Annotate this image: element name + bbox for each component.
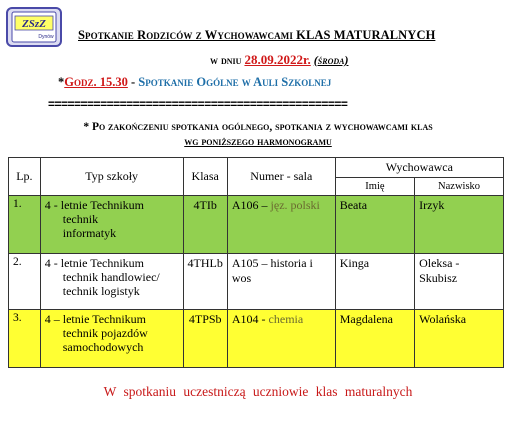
- row-nazwisko-line1: Oleksa -: [419, 256, 460, 270]
- date-prefix: w dniu: [210, 53, 245, 67]
- time-event: Spotkanie Ogólne w Auli Szkolnej: [138, 75, 332, 89]
- row-lp: 3.: [9, 310, 41, 368]
- row-typ-line3: technik logistyk: [62, 284, 140, 298]
- header-nazwisko: Nazwisko: [415, 178, 504, 196]
- row-sala-number: A106 –: [231, 198, 271, 212]
- row-typ-line2: technik handlowiec/: [62, 270, 160, 284]
- row-imie: Kinga: [335, 254, 414, 310]
- header-numer-sala: Numer - sala: [227, 158, 335, 196]
- row-sala-number: A105 – historia i: [231, 256, 313, 270]
- row-typ: [40, 310, 183, 368]
- row-sala-subject: wos: [231, 271, 252, 285]
- row-typ-line2: technik: [62, 212, 99, 226]
- row-typ: [40, 196, 183, 254]
- schedule-table: [8, 157, 504, 368]
- date-value: 28.09.2022r.: [244, 52, 311, 67]
- row-sala-subject: chemia: [268, 312, 304, 326]
- row-klasa: 4TIb: [183, 196, 227, 254]
- time-star: *: [58, 75, 65, 89]
- school-logo: [4, 4, 64, 50]
- row-typ: [40, 254, 183, 310]
- time-line: [58, 75, 331, 90]
- header-klasa: Klasa: [183, 158, 227, 196]
- row-typ-line1: 4 - letnie Technikum: [44, 198, 145, 212]
- row-sala: [227, 196, 335, 254]
- logo-subtext: Dynów: [38, 34, 54, 40]
- header-wychowawca: Wychowawca: [335, 158, 503, 178]
- time-value: Godz. 15.30: [64, 75, 128, 89]
- row-nazwisko-line2: Skubisz: [419, 271, 458, 285]
- header-lp: Lp.: [9, 158, 41, 196]
- row-sala-subject: jęz. polski: [270, 198, 320, 212]
- row-imie: Magdalena: [335, 310, 414, 368]
- separator-line: ==============================================: [48, 98, 348, 110]
- row-typ-line1: 4 - letnie Technikum: [44, 256, 145, 270]
- header-typ: Typ szkoły: [40, 158, 183, 196]
- row-sala: [227, 310, 335, 368]
- row-lp: 1.: [9, 196, 41, 254]
- after-note-line1: * Po zakończeniu spotkania ogólnego, spotkania z wychowawcami klas: [83, 121, 433, 133]
- row-nazwisko: [415, 254, 504, 310]
- row-sala: [227, 254, 335, 310]
- after-note: [0, 120, 516, 150]
- row-imie: Beata: [335, 196, 414, 254]
- row-nazwisko: Wolańska: [415, 310, 504, 368]
- row-lp: 2.: [9, 254, 41, 310]
- date-day: (środa): [313, 53, 349, 67]
- time-dash: -: [127, 75, 139, 89]
- row-typ-line3: informatyk: [62, 226, 117, 240]
- row-klasa: 4TPSb: [183, 310, 227, 368]
- row-typ-line2: technik pojazdów: [62, 326, 148, 340]
- row-typ-line1: 4 – letnie Technikum: [44, 312, 147, 326]
- table-row: [9, 310, 504, 368]
- after-note-line2: wg poniższego harmonogramu: [184, 136, 332, 148]
- table-row: [9, 196, 504, 254]
- row-klasa: 4THLb: [183, 254, 227, 310]
- footer-note: W spotkaniu uczestniczą uczniowie klas maturalnych: [103, 384, 413, 399]
- date-line: [210, 52, 348, 68]
- row-sala-number: A104 -: [231, 312, 269, 326]
- header-imie: Imię: [335, 178, 414, 196]
- table-row: [9, 254, 504, 310]
- row-nazwisko: Irzyk: [415, 196, 504, 254]
- document-title: Spotkanie Rodziców z Wychowawcami KLAS MATURALNYCH: [78, 28, 436, 42]
- logo-text: ZSzZ: [22, 18, 46, 30]
- row-typ-line3: samochodowych: [62, 340, 144, 354]
